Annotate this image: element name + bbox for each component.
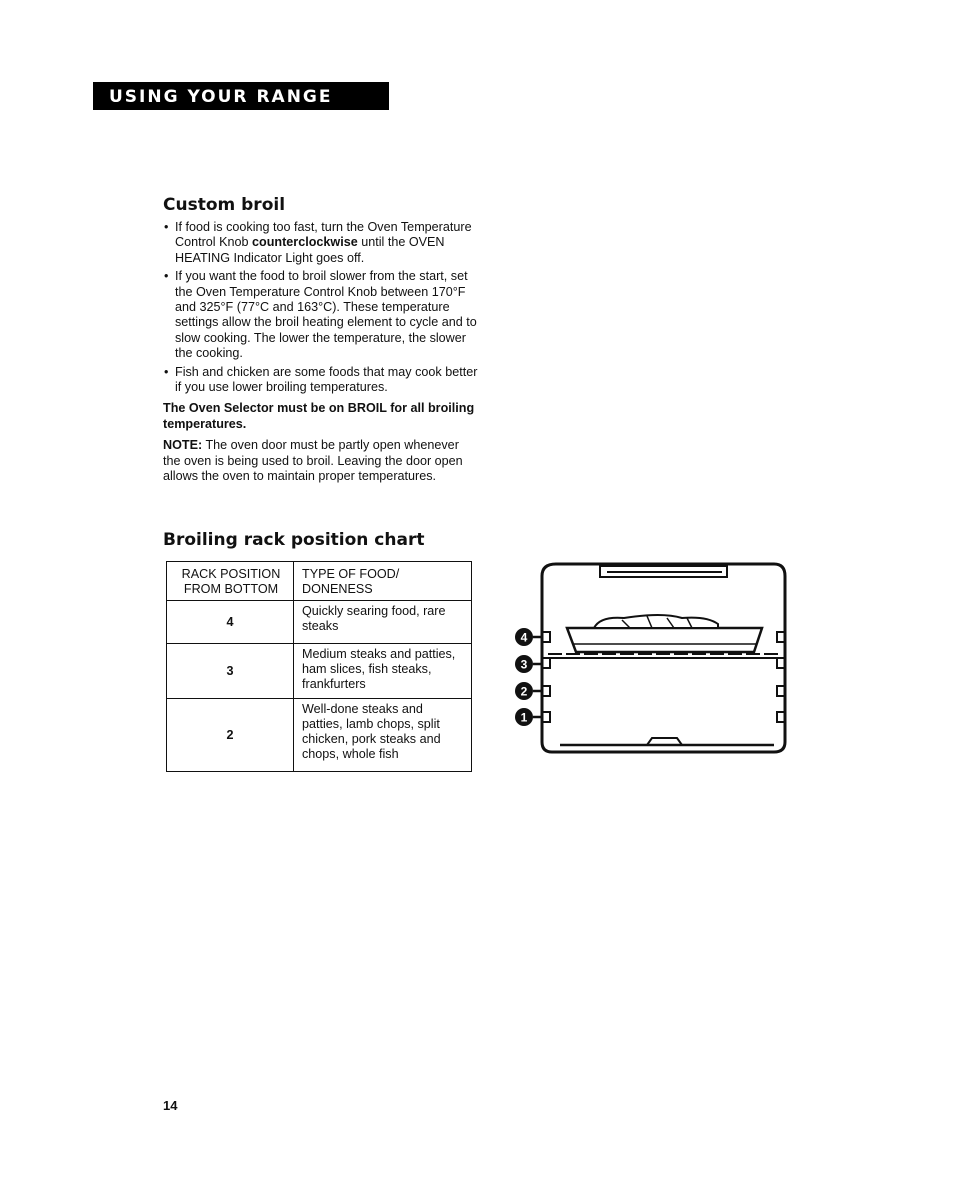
rack-label-2 (515, 682, 542, 700)
food-on-pan (594, 615, 718, 628)
svg-text:4: 4 (520, 630, 528, 645)
bullet-text: If food is cooking too fast, turn the Oven Temperature Control Knob (175, 220, 472, 250)
custom-broil-title: Custom broil (163, 195, 286, 215)
food-cell: Medium steaks and patties, ham slices, fish steaks, frankfurters (294, 644, 472, 699)
bullet-bold-text: counterclockwise (252, 235, 358, 250)
svg-text:1: 1 (520, 710, 528, 725)
position-cell: 2 (167, 699, 294, 772)
custom-broil-section (163, 195, 478, 485)
rack-label-1 (515, 708, 542, 726)
food-cell: Well-done steaks and patties, lamb chops, split chicken, pork steaks and chops, whole fish (294, 699, 472, 772)
table-header-row (167, 562, 472, 601)
chart-title: Broiling rack position chart (163, 530, 425, 550)
bake-element (560, 738, 774, 745)
table-row (167, 699, 472, 772)
page-number: 14 (163, 1098, 178, 1113)
table-row (167, 644, 472, 699)
broiler-pan (567, 615, 762, 652)
oven-rack-diagram (512, 560, 792, 760)
food-column-header: TYPE OF FOOD/ DONENESS (294, 562, 472, 601)
svg-text:2: 2 (520, 684, 528, 699)
door-note: NOTE: The oven door must be partly open whenever the oven is being used to broil. Leaving the door open allows the oven to maintain proper temperatures. (163, 438, 463, 484)
bullet-text: until the OVEN HEATING Indicator Light goes off. (175, 235, 445, 265)
food-cell: Quickly searing food, rare steaks (294, 601, 472, 644)
rack-label-4 (515, 628, 542, 646)
position-cell: 4 (167, 601, 294, 644)
position-cell: 3 (167, 644, 294, 699)
position-column-header: RACK POSITION FROM BOTTOM (167, 562, 294, 601)
svg-text:3: 3 (520, 657, 528, 672)
list-item: • If you want the food to broil slower from the start, set the Oven Temperature Control Knob between 170°F and 325°F (77°C and 163°C). These temperature settings allow the broil heating element to cycle and to slow cooking. The lower the temperature, the slower the cooking. (163, 269, 478, 361)
section-banner: USING YOUR RANGE (93, 82, 389, 110)
rack-label-3 (515, 655, 542, 673)
table-row (167, 601, 472, 644)
rack-position-table (166, 561, 472, 772)
rack-supports (542, 632, 785, 722)
list-item (163, 220, 478, 266)
custom-broil-list (163, 220, 478, 395)
selector-note: The Oven Selector must be on BROIL for all broiling temperatures. (163, 401, 475, 431)
list-item: • Fish and chicken are some foods that may cook better if you use lower broiling temperatures. (163, 365, 478, 396)
